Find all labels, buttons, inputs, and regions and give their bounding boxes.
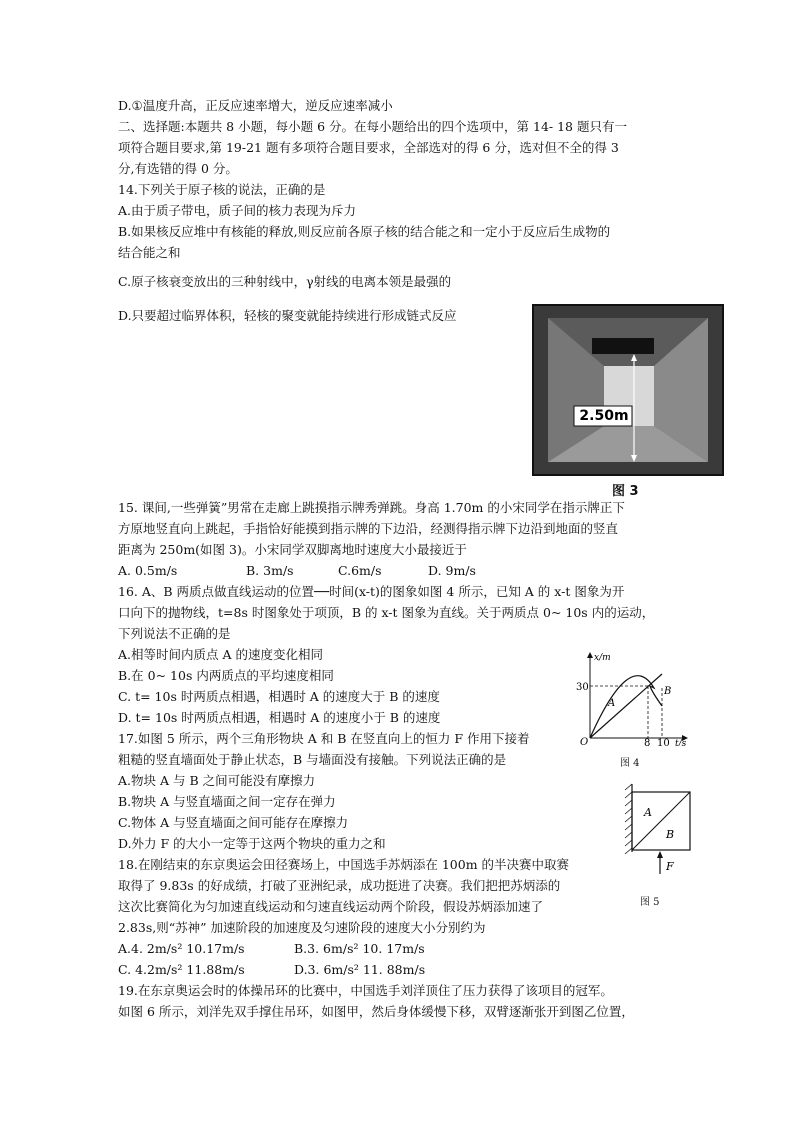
q17-option-a: A.物块 A 与 B 之间可能没有摩擦力 xyxy=(118,773,316,788)
q15-option-b: B. 3m/s xyxy=(246,563,294,578)
figure-4-graph xyxy=(574,650,690,746)
q18-stem-cont2: 这次比赛简化为匀加速直线运动和匀速直线运动两个阶段，假设苏炳添加速了 xyxy=(118,899,544,914)
q18-option-d: D.3. 6m/s² 11. 88m/s xyxy=(294,962,426,977)
q18-stem-cont: 取得了 9.83s 的好成绩，打破了亚洲纪录，成功挺进了决赛。我们把把苏炳添的 xyxy=(118,878,561,893)
height-label: 2.50m xyxy=(579,408,629,424)
q14-option-a: A.由于质子带电，质子间的核力表现为斥力 xyxy=(118,203,357,218)
q18-options-row2 xyxy=(118,960,425,980)
block-b-label: B xyxy=(666,828,675,841)
q14-option-c: C.原子核衰变放出的三种射线中，γ射线的电离本领是最强的 xyxy=(118,274,452,289)
q17-option-b: B.物块 A 与竖直墙面之间一定存在弹力 xyxy=(118,794,336,809)
q14-option-b: B.如果核反应堆中有核能的释放,则反应前各原子核的结合能之和一定小于反应后生成物的 xyxy=(118,224,611,239)
q15-option-c: C.6m/s xyxy=(338,563,382,578)
q17-stem-cont: 粗糙的竖直墙面处于静止状态，B 与墙面没有接触。下列说法正确的是 xyxy=(118,752,507,767)
q19-stem: 19.在东京奥运会时的体操吊环的比赛中，中国选手刘洋顶住了压力获得了该项目的冠军。 xyxy=(118,983,613,998)
q15-stem-cont2: 距离为 250m(如图 3)。小宋同学双脚离地时速度大小最接近于 xyxy=(118,542,467,557)
q18-option-c: C. 4.2m/s² 11.88m/s xyxy=(118,962,245,977)
q15-option-d: D. 9m/s xyxy=(428,563,476,578)
q17-option-d: D.外力 F 的大小一定等于这两个物块的重力之和 xyxy=(118,836,386,851)
figure-5-diagram xyxy=(624,782,694,874)
y-axis-label: x/m xyxy=(594,653,611,663)
section-instructions-cont: 分,有选错的得 0 分。 xyxy=(118,161,238,176)
q15-stem-cont: 方原地竖直向上跳起，手指恰好能摸到指示牌的下边沿，经测得指示牌下边沿到地面的竖直 xyxy=(118,521,619,536)
block-a-label: A xyxy=(644,806,652,819)
q16-option-a: A.相等时间内质点 A 的速度变化相同 xyxy=(118,647,323,662)
section-instructions: 项符合题目要求,第 19-21 题有多项符合题目要求，全部选对的得 6 分，选对但不全的得 3 xyxy=(118,140,619,155)
x-axis-label: t/s xyxy=(675,739,687,746)
q18-stem: 18.在刚结束的东京奥运会田径赛场上，中国选手苏炳添在 100m 的半决赛中取赛 xyxy=(118,857,570,872)
q18-options-row1 xyxy=(118,939,425,959)
q17-option-c: C.物体 A 与竖直墙面之间可能存在摩擦力 xyxy=(118,815,349,830)
y-tick-30: 30 xyxy=(576,682,589,693)
origin-label: O xyxy=(580,737,589,746)
q17-stem: 17.如图 5 所示，两个三角形物块 A 和 B 在竖直向上的恒力 F 作用下接着 xyxy=(118,731,530,746)
q16-stem-cont: 口向下的抛物线，t=8s 时图象处于项顶，B 的 x-t 图象为直线。关于两质点 0~ 10s 内的运动， xyxy=(118,605,655,620)
q13-option-d: D.①温度升高，正反应速率增大，逆反应速率减小 xyxy=(118,98,393,113)
figure-3-caption: 图 3 xyxy=(612,484,639,499)
q16-stem-cont2: 下列说法不正确的是 xyxy=(118,626,231,641)
q14-stem: 14.下列关于原子核的说法，正确的是 xyxy=(118,182,326,197)
q16-option-d: D. t= 10s 时两质点相遇，相遇时 A 的速度小于 B 的速度 xyxy=(118,710,441,725)
x-tick-8: 8 xyxy=(644,738,651,746)
x-tick-10: 10 xyxy=(657,738,670,746)
label-b: B xyxy=(664,686,672,697)
block-diagonal xyxy=(632,792,690,850)
q14-option-b-cont: 结合能之和 xyxy=(118,245,181,260)
force-label: F xyxy=(666,860,674,873)
force-arrow-head-icon xyxy=(657,851,663,858)
y-axis-arrow-icon xyxy=(587,652,593,658)
q16-option-b: B.在 0~ 10s 内两质点的平均速度相同 xyxy=(118,668,334,683)
q15-stem: 15. 课间,一些弹簧”男常在走廊上跳摸指示牌秀弹跳。身高 1.70m 的小宋同学在指示牌正下 xyxy=(118,500,625,515)
label-a: A xyxy=(608,698,616,709)
figure-3-photo xyxy=(532,304,724,476)
corridor-illustration xyxy=(534,306,722,474)
wall-hatching xyxy=(625,784,632,854)
q19-stem-cont: 如图 6 所示，刘洋先双手撑住吊环，如图甲，然后身体缓慢下移，双臂逐渐张开到图乙位置， xyxy=(118,1004,634,1019)
q16-stem: 16. A、B 两质点做直线运动的位置──时间(x-t)的图象如图 4 所示，已知 A 的 x-t 图象为开 xyxy=(118,584,625,599)
figure-4-caption: 图 4 xyxy=(620,758,640,769)
q18-stem-cont3: 2.83s,则“苏神” 加速阶段的加速度及匀速阶段的速度大小分别约为 xyxy=(118,920,486,935)
figure-5-caption: 图 5 xyxy=(640,897,660,908)
q15-option-a: A. 0.5m/s xyxy=(118,563,178,578)
q15-options xyxy=(118,561,476,581)
q16-option-c: C. t= 10s 时两质点相遇，相遇时 A 的速度大于 B 的速度 xyxy=(118,689,440,704)
q18-option-a: A.4. 2m/s² 10.17m/s xyxy=(118,941,245,956)
q14-option-d: D.只要超过临界体积，轻核的聚变就能持续进行形成链式反应 xyxy=(118,308,457,323)
line-b xyxy=(590,674,662,738)
section-heading: 二、选择题:本题共 8 小题，每小题 6 分。在每小题给出的四个选项中，第 14- 18 题只有一 xyxy=(118,119,627,134)
q18-option-b: B.3. 6m/s² 10. 17m/s xyxy=(294,941,425,956)
